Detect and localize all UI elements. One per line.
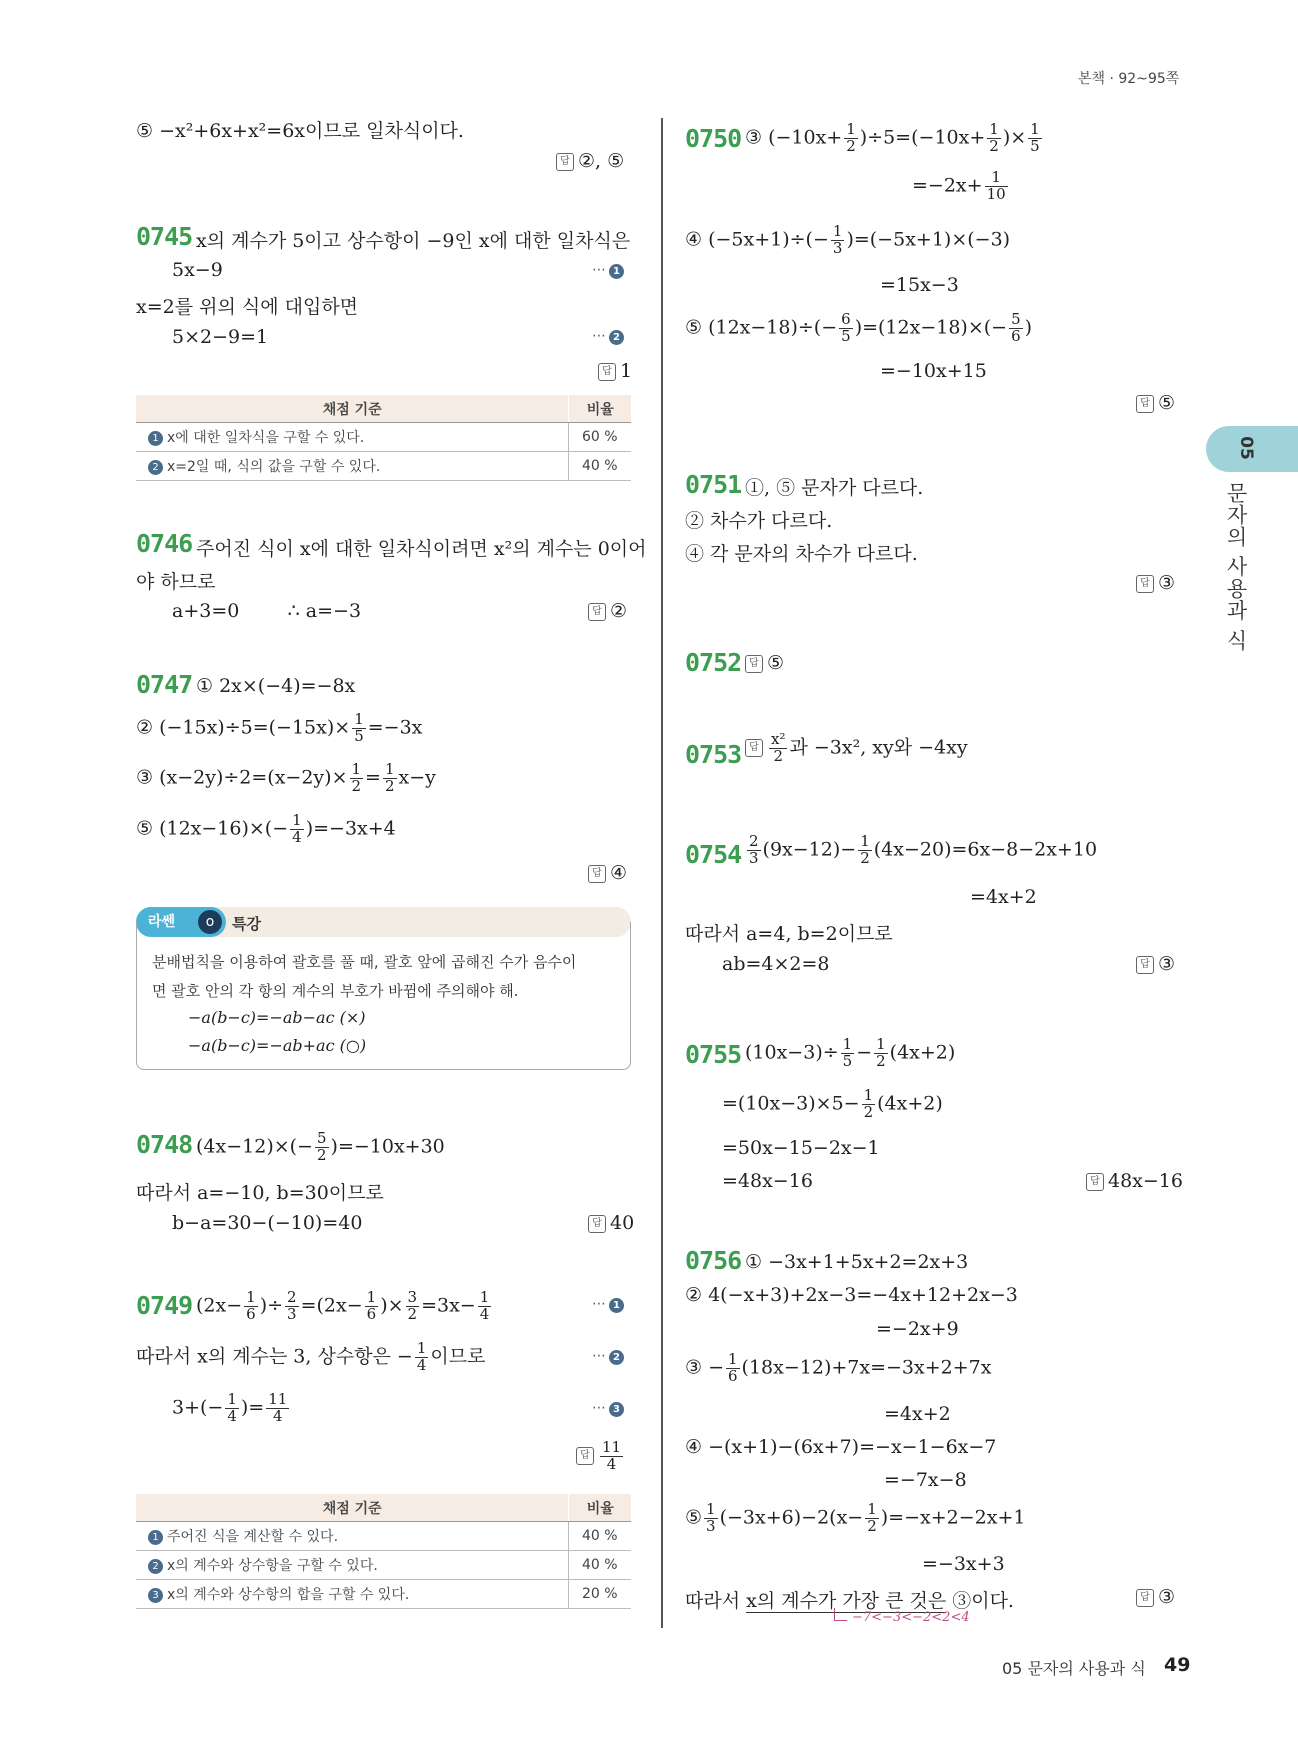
p0751-l2: ② 차수가 다르다. [685,510,833,532]
answer-value: 48x−16 [1108,1170,1183,1192]
p0753-answer: 답 $\frac{\text{x²}}{2}$ 과 −3x², xy와 −4xy [745,732,968,765]
answer-value: 40 [610,1212,635,1234]
answer-icon: 답 [588,603,606,621]
p0756-l6: ④ −(x+1)−(6x+7)=−x−1−6x−7 [685,1436,997,1458]
page-number: 49 [1164,1654,1191,1676]
p0754-answer [1136,953,1175,975]
special-line3: −a(b−c)=−ab−ac (×) [188,1008,366,1027]
chapter-tab [1206,426,1298,472]
p0751-answer [1136,572,1175,594]
criteria-step-badge: 2 [148,460,163,475]
problem-number: 0756 [685,1246,742,1275]
problem-number: 0753 [685,740,742,769]
p0750-l5: ⑤ (12x−18)÷(− $\frac{6}{5}$ )=(12x−18)×(− $\frac{5}{6}$ ) [685,310,1033,345]
p0750-l1: ③ (−10x+ $\frac{1}{2}$ )÷5=(−10x+ $\frac{1}{2}$ )× $\frac{1}{5}$ [745,120,1040,155]
p0749-l3: 3+(− $\frac{1}{4}$ )= $\frac{11}{4}$ [172,1390,288,1425]
table-row [136,423,631,452]
p0744-line: ⑤ −x²+6x+x²=6x이므로 일차식이다. [136,120,464,142]
p0745-line2: 5x−9 [172,259,223,281]
p0751-l3: ④ 각 문자의 차수가 다르다. [685,543,918,565]
problem-number: 0755 [685,1040,742,1069]
p0749-l1: (2x− $\frac{1}{6}$ )÷ $\frac{2}{3}$ =(2x− $\frac{1}{6}$ )× $\frac{3}{2}$ =3x− $\frac{1}{4}$ [196,1288,490,1323]
page-reference: 본책 · 92~95쪽 [1078,71,1180,87]
p0747-l1: ① 2x×(−4)=−8x [196,675,356,697]
p0747-l3: ③ (x−2y)÷2=(x−2y)× $\frac{1}{2}$ = $\frac{1}{2}$ x−y [136,760,436,795]
step-marker-2: ⋯ 2 [592,328,624,345]
p0748-l2: 따라서 a=−10, b=30이므로 [136,1182,384,1204]
p0746-line2: 야 하므로 [136,571,216,593]
p0755-l1: (10x−3)÷ $\frac{1}{5}$ − $\frac{1}{2}$ (4x+2) [745,1035,956,1070]
ratio-header: 비율 [569,1494,631,1522]
p0756-l5: =4x+2 [884,1403,951,1425]
answer-value: $\frac{11}{4}$ [602,1438,622,1473]
p0750-l6: =−10x+15 [880,360,987,382]
ratio-header: 비율 [569,395,631,423]
special-line4: −a(b−c)=−ab+ac (○) [188,1036,367,1055]
p0750-l4: =15x−3 [880,274,959,296]
p0755-answer [1086,1170,1183,1192]
p0745-answer [598,360,632,382]
answer-value: ⑤ [767,652,785,674]
p0744-answer [556,150,624,172]
special-line2: 면 괄호 안의 각 항의 계수의 부호가 바뀜에 주의해야 해. [152,982,519,1000]
p0750-l2: =−2x+ $\frac{1}{10}$ [912,168,1006,203]
p0756-l9: =−3x+3 [922,1553,1005,1575]
criteria-ratio: 20 % [569,1580,631,1609]
problem-number: 0754 [685,840,742,869]
p0750-l3: ④ (−5x+1)÷(− $\frac{1}{3}$ )=(−5x+1)×(−3) [685,222,1011,257]
criteria-text: x에 대한 일차식을 구할 수 있다. [167,430,365,446]
p0747-l4: ⑤ (12x−16)×(− $\frac{1}{4}$ )=−3x+4 [136,811,396,846]
p0750-answer [1136,392,1175,414]
p0752-answer [745,652,784,674]
special-badge-icon: o [198,910,222,934]
column-divider [661,118,663,1628]
criteria-step-badge: 1 [148,431,163,446]
p0747-l2: ② (−15x)÷5=(−15x)× $\frac{1}{5}$ =−3x [136,710,423,745]
answer-value: ④ [610,862,628,884]
fraction: $\frac{5}{2}$ [316,1129,327,1164]
problem-number: 0751 [685,470,742,499]
p0746-line1: 주어진 식이 x에 대한 일차식이려면 x²의 계수는 0이어 [196,538,647,560]
answer-value: ③ [1158,572,1176,594]
step-marker-1: ⋯ 1 [592,1296,624,1313]
chapter-tab-title: 문자의 사용과 식 [1224,482,1248,652]
special-label: 특강 [232,915,261,933]
problem-number: 0747 [136,670,193,699]
footer-chapter: 05 문자의 사용과 식 [1002,1659,1146,1678]
fraction: $\frac{1}{2}$ [384,760,395,795]
answer-value: ③ [1158,953,1176,975]
problem-number: 0748 [136,1130,193,1159]
answer-icon: 답 [1136,575,1154,593]
table-row [136,1551,631,1580]
criteria-step-badge: 3 [148,1588,163,1603]
p0754-l2: =4x+2 [970,886,1037,908]
p0754-l4: ab=4×2=8 [722,953,830,975]
underlined-phrase: x의 계수가 가장 큰 것은 [746,1590,947,1612]
answer-icon: 답 [1086,1173,1104,1191]
problem-number: 0749 [136,1291,193,1320]
criteria-header: 채점 기준 [136,395,569,423]
p0756-answer [1136,1586,1175,1608]
criteria-step-badge: 2 [148,1559,163,1574]
criteria-ratio: 40 % [569,452,631,481]
answer-value: ② [610,600,628,622]
p0754-l1: $\frac{2}{3}$ (9x−12)− $\frac{1}{2}$ (4x−20)=6x−8−2x+10 [749,832,1098,867]
answer-value: ②, ⑤ [578,150,625,172]
chapter-tab-number: 05 [1235,436,1256,460]
p0747-answer [588,862,627,884]
special-badge: 라쎈 [136,907,226,937]
answer-icon: 답 [588,1215,606,1233]
answer-icon: 답 [576,1447,594,1465]
note-connector [834,1608,847,1621]
answer-icon: 답 [745,739,763,757]
criteria-ratio: 40 % [569,1522,631,1551]
answer-icon: 답 [745,655,763,673]
criteria-text: 주어진 식을 계산할 수 있다. [167,1529,339,1545]
p0749-l2: 따라서 x의 계수는 3, 상수항은 − $\frac{1}{4}$ 이므로 [136,1339,486,1374]
p0756-l2: ② 4(−x+3)+2x−3=−4x+12+2x−3 [685,1284,1018,1306]
step-marker-2: ⋯ 2 [592,1348,624,1365]
p0748-l3: b−a=30−(−10)=40 [172,1212,363,1234]
p0746-line3: a+3=0 ∴ a=−3 [172,600,362,622]
p0751-l1: ①, ⑤ 문자가 다르다. [745,477,924,499]
criteria-text: x=2일 때, 식의 값을 구할 수 있다. [167,459,381,475]
step-marker-3: ⋯ 3 [592,1400,624,1417]
answer-icon: 답 [1136,1589,1154,1607]
p0745-line1: x의 계수가 5이고 상수항이 −9인 x에 대한 일차식은 [196,230,631,252]
fraction: $\frac{1}{2}$ [351,760,362,795]
p0755-l2: =(10x−3)×5− $\frac{1}{2}$ (4x+2) [722,1086,943,1121]
p0756-l10: 따라서 x의 계수가 가장 큰 것은 ③이다. [685,1590,1014,1612]
answer-value: ③ [1158,1586,1176,1608]
p0745-line3: x=2를 위의 식에 대입하면 [136,296,359,318]
fraction: $\frac{1}{5}$ [354,710,364,745]
criteria-text: x의 계수와 상수항의 합을 구할 수 있다. [167,1587,410,1603]
criteria-step-badge: 1 [148,1530,163,1545]
p0755-l4: =48x−16 [722,1170,813,1192]
special-line1: 분배법칙을 이용하여 괄호를 풀 때, 괄호 앞에 곱해진 수가 음수이 [152,953,577,971]
answer-value: 과 −3x², xy와 −4xy [789,736,968,759]
p0745-line4: 5×2−9=1 [172,326,269,348]
p0746-answer [588,600,627,622]
p0745-criteria-table [136,395,631,481]
table-row [136,452,631,481]
p0749-criteria-table [136,1494,631,1609]
p0755-l3: =50x−15−2x−1 [722,1137,880,1159]
step-marker-1: ⋯ 1 [592,262,624,279]
fraction: $\frac{1}{4}$ [292,811,302,846]
problem-number: 0746 [136,529,193,558]
problem-number: 0750 [685,124,742,153]
p0754-l3: 따라서 a=4, b=2이므로 [685,923,893,945]
criteria-text: x의 계수와 상수항을 구할 수 있다. [167,1558,378,1574]
p0756-l4: ③ − $\frac{1}{6}$ (18x−12)+7x=−3x+2+7x [685,1350,992,1385]
answer-icon: 답 [1136,395,1154,413]
table-row [136,1580,631,1609]
answer-icon: 답 [598,363,616,381]
criteria-ratio: 60 % [569,423,631,452]
table-row [136,1522,631,1551]
p0756-l1: ① −3x+1+5x+2=2x+3 [745,1251,969,1273]
criteria-header: 채점 기준 [136,1494,569,1522]
answer-value: ⑤ [1158,392,1176,414]
criteria-ratio: 40 % [569,1551,631,1580]
p0756-l8: ⑤ $\frac{1}{3}$ (−3x+6)−2(x− $\frac{1}{2}$ )=−x+2−2x+1 [685,1500,1026,1535]
problem-number: 0752 [685,648,742,677]
p0756-l7: =−7x−8 [884,1469,967,1491]
answer-icon: 답 [556,153,574,171]
problem-number: 0745 [136,222,193,251]
answer-icon: 답 [1136,956,1154,974]
p0756-l3: =−2x+9 [876,1318,959,1340]
answer-value: 1 [620,360,633,382]
p0756-note: −7<−3<−2<2<4 [852,1610,970,1625]
answer-icon: 답 [588,865,606,883]
p0749-answer [576,1440,625,1473]
p0748-l1: (4x−12)×(− $\frac{5}{2}$ )=−10x+30 [196,1129,445,1164]
p0748-answer [588,1212,634,1234]
